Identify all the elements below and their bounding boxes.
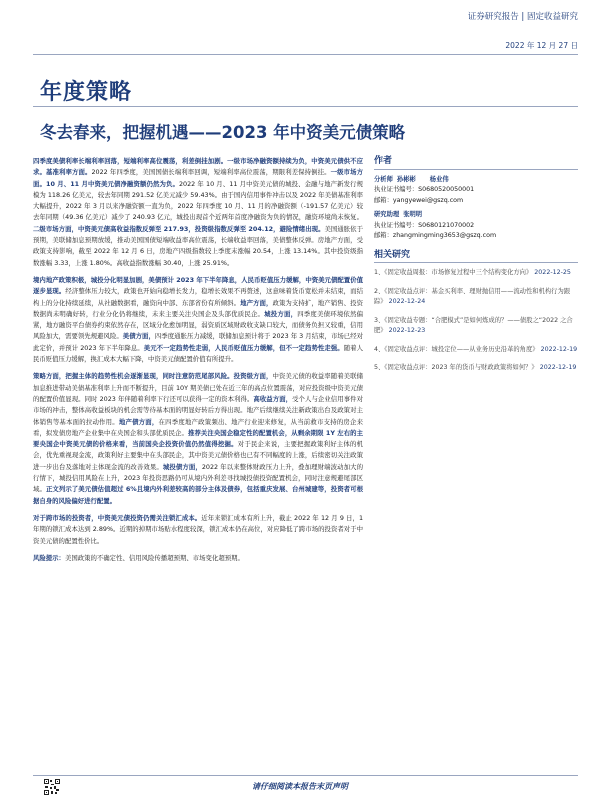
body-text: 2022 年 10 月、11 月中资美元债的城投、金融与地产新发行规模为 118.26 亿美元，较去年同期 291.52 亿美元减少 59.43%。由于国内信用事件冲击以及 2022 年美债基准利率大幅提升，2022 年 3 月以来净融资额一直为负，2022 年四季度 10 月、11 月的净融资额（-191.57 亿美元）较去年同期（49.36 亿美元）减少了 240.93 亿元，城投出现首个近两年首度净融资为负的情况，融资环境尚未恢复。 xyxy=(33,179,363,222)
bold-label: 美债方面， xyxy=(122,332,155,341)
body-text: 政策为支持扩，地产销售、投资数据尚未明确好转，行业分化仍将继续，未来主要关注央国企及头部优质民企。 xyxy=(33,298,364,318)
related-report-date: 2022-12-24 xyxy=(388,298,426,305)
related-report-title[interactable]: 2、《固定收益点评：基金买利率、理财抛信用——流动性和机构行为跟踪》 xyxy=(374,287,571,305)
body-text: 在四季度地产政策频出、地产行业迎来修复，从当前救市支持的房企来看，拟发债房地产企业集中在央国企和头部优质民企。 xyxy=(33,417,364,437)
analyst-name: 杨业伟 xyxy=(429,175,449,183)
body-text: 美国通胀依于预期，美联储加息预期放缓，推动美国国债短端收益率高位震荡，长端收益率回落，美债整体反弹。房地产方面，受政策支持影响，截至 2022 年 12 月 6 日，房地产四级指数较上季度末涨幅 20.54，上涨 13.14%。其中投资级指数涨幅 3.33，上涨 1.80%。高收益指数涨幅 30.40，上涨 25.91%。 xyxy=(33,224,363,267)
bold-label: 推荐关注央国企稳定性的配置机会，从剩余期限 1Y 左右的主要央国企中资美元债的价格来看，当前国央企投资价值仍然值得挖掘。 xyxy=(33,428,364,449)
analyst-names xyxy=(374,175,578,186)
summary-paragraph xyxy=(33,371,363,507)
sidebar xyxy=(374,156,578,382)
header-divider xyxy=(33,54,578,55)
bold-label: 城投债方面， xyxy=(162,462,202,471)
body-text: 四季度美债环境依然偏紧，地方融资平台债券约束依然存在，区域分化愈加明显，弱资质区域财政收支缺口较大，而债务负担又较重，信用风险加大，需要领先规避风险。 xyxy=(33,309,364,341)
footer-disclaimer: 请仔细阅读本报告末页声明 xyxy=(252,782,348,791)
body-text: 2022 年四季度，美国国债长端利率回调，短端利率高位震荡，期限利差保持倒挂。 xyxy=(91,168,331,177)
bold-label: 一级市场方面。10 月、11 月中资美元债净融资额仍然为负。 xyxy=(33,168,364,188)
bold-label: 高收益方面， xyxy=(253,394,293,403)
footer-divider xyxy=(33,775,578,776)
risk-label: 风险提示： xyxy=(33,553,65,562)
body-text: 四季度通胀压力减缓，联储加息预计将于 2023 年 3 月结束，市场已经对此定价，并预计 2023 年下半年降息。 xyxy=(33,332,363,352)
analyst-name: 孙彬彬 xyxy=(396,175,416,183)
related-report-date: 2022-12-25 xyxy=(534,269,571,276)
body-text: 近年来锁汇成本有所上升，截止 2022 年 12 月 9 日，1 年期的锁汇成本达到 2.89%。近期的掉期市场贴水程度较深，锁汇成本仍在高位，对应降低了跨市场的投资者对于中资美元债的配置性价比。 xyxy=(33,513,364,545)
researcher-email[interactable]: 邮箱：zhangmingming3653@gszq.com xyxy=(374,232,497,239)
related-report-title[interactable]: 1、《固定收益周报：市场修复过程中三个结构变化方向》 xyxy=(374,269,533,276)
summary-paragraph xyxy=(33,275,363,365)
header-tags: 证券研究报告 | 固定收益研究 xyxy=(467,12,578,22)
lead-sentence: 境内地产政策积极，城投分化明显加剧，美债预计 2023 年下半年降息，人民币贬值压力缓解，中资美元债配置价值逐步显现。 xyxy=(33,275,363,296)
body-text: 对于民企来说，主要把握政策利好主体的机会，优先重视现金流，政策利好主要集中在头部民企，其中资美元债价格也已有不同幅度的上涨，后续密切关注政策进一步出台及落地对主体现金流的改善效果。 xyxy=(33,440,364,471)
risk-text: 美国政策的不确定性、信用风险传播超预期、市场变化超预期。 xyxy=(64,553,244,562)
bold-label: 二级市场方面，中资美元债高收益指数反弹至 217.93，投资级指数反弹至 204.12，避险情绪出现。 xyxy=(33,224,325,233)
summary-paragraph xyxy=(33,156,363,269)
bold-label: 基准利率方面。 xyxy=(46,168,92,177)
bold-label: 美元不一定趋势性走弱，人民币贬值压力缓解，但不一定趋势性走强。 xyxy=(143,343,344,352)
related-report-title[interactable]: 3、《固定收益专题：“合肥模式”是如何炼成的？——债股之“2022 之合肥》 xyxy=(374,316,573,334)
related-report[interactable] xyxy=(374,316,578,337)
summary-column xyxy=(33,156,363,570)
related-report-date: 2022-12-19 xyxy=(539,364,577,371)
summary-paragraph xyxy=(33,513,363,547)
related-report[interactable] xyxy=(374,268,578,279)
researcher-role: 研究助理 xyxy=(374,211,400,218)
bold-label: 地产方面， xyxy=(240,298,273,307)
bold-label: 投资级方面， xyxy=(233,372,273,381)
related-research-heading: 相关研究 xyxy=(374,250,578,264)
lead-sentence: 四季度美债利率长端利率回落，短端利率高位震荡，利差倒挂加剧。一级市场净融资额持续为负，中资美元债供不应求。 xyxy=(33,157,363,177)
bold-label: 城投方面， xyxy=(264,309,298,318)
analyst-cert: 执业证书编号：S0680520050001 xyxy=(374,186,475,193)
risk-paragraph xyxy=(33,553,363,564)
related-report-date: 2022-12-19 xyxy=(540,345,578,353)
related-report[interactable] xyxy=(374,287,578,308)
body-text: 受个人与企业信用事件对市场的冲击，整体高收益板块的机会需等待基本面的明显好转后方得出现。地产后续继续关注新政策出台及政策对主体销售等基本面的拉动作用。 xyxy=(33,394,364,426)
bold-label: 地产债方面， xyxy=(118,417,159,426)
related-report-title[interactable]: 4、《固定收益点评：城投定位——从业务历史沿革的角度》 xyxy=(374,345,539,353)
related-report[interactable] xyxy=(374,363,578,374)
analyst-role: 分析师 xyxy=(374,175,393,183)
body-text: 2022 年以来整体财政压力上升，叠加理财端波动加大的行情下，城投信用风险在上升，2023 年投资思路仍可从境内外利差寻找城投债投资配置机会，同时注意规避尾部区域。 xyxy=(33,462,364,494)
report-category: 年度策略 xyxy=(40,80,133,105)
authors-heading: 作者 xyxy=(374,156,578,170)
report-title: 冬去春来，把握机遇——2023 年中资美元债策略 xyxy=(40,123,406,142)
category-divider xyxy=(33,106,578,107)
related-report[interactable] xyxy=(374,345,578,356)
related-report-date: 2022-12-23 xyxy=(388,327,426,334)
body-text: 随着人民币贬值压力缓解，换汇成本大幅下降，中资美元债配置价值有所提升。 xyxy=(33,343,364,364)
researcher-cert: 执业证书编号：S0680121070002 xyxy=(374,221,475,229)
related-report-title[interactable]: 5、《固定收益点评：2023 年的货币与财政政策将如何？》 xyxy=(374,364,538,371)
report-date: 2022 年 12 月 27 日 xyxy=(505,41,578,50)
analyst-email[interactable]: 邮箱：yangyewei@gszq.com xyxy=(374,196,464,204)
lead-sentence: 对于跨市场的投资者，中资美元债投资仍需关注锁汇成本。 xyxy=(33,513,202,522)
researcher-names xyxy=(374,210,578,221)
researcher-name: 张明明 xyxy=(403,211,423,218)
body-text: 经济整体压力较大，政策也开始向稳增长发力，稳增长效果不再赘述，这意味着货币宽松并未结束，而结构上的分化持续延续，从社融数据看，融资向中部、东部省份有所倾斜。 xyxy=(33,287,364,307)
body-text: 中资美元债的收益率随着美联储加息推进带动美债基准利率上升而不断提升，目前 10Y 期美债已处在近三年的高点位置震荡，对应投资级中资美元债的配置价值显现。同时 2023 年伴随着利率下行还可以获得一定的资本利得。 xyxy=(33,372,364,403)
bold-label: 正文列示了美元债估值超过 6%且境内外利差较高的部分主体及债券，包括重庆发展、台州城建等，投资者可根据自身的风险偏好进行配置。 xyxy=(33,485,363,505)
lead-sentence: 策略方面，把握主体的趋势性机会逐渐显现，同时注意防范尾部风险。 xyxy=(33,372,234,381)
